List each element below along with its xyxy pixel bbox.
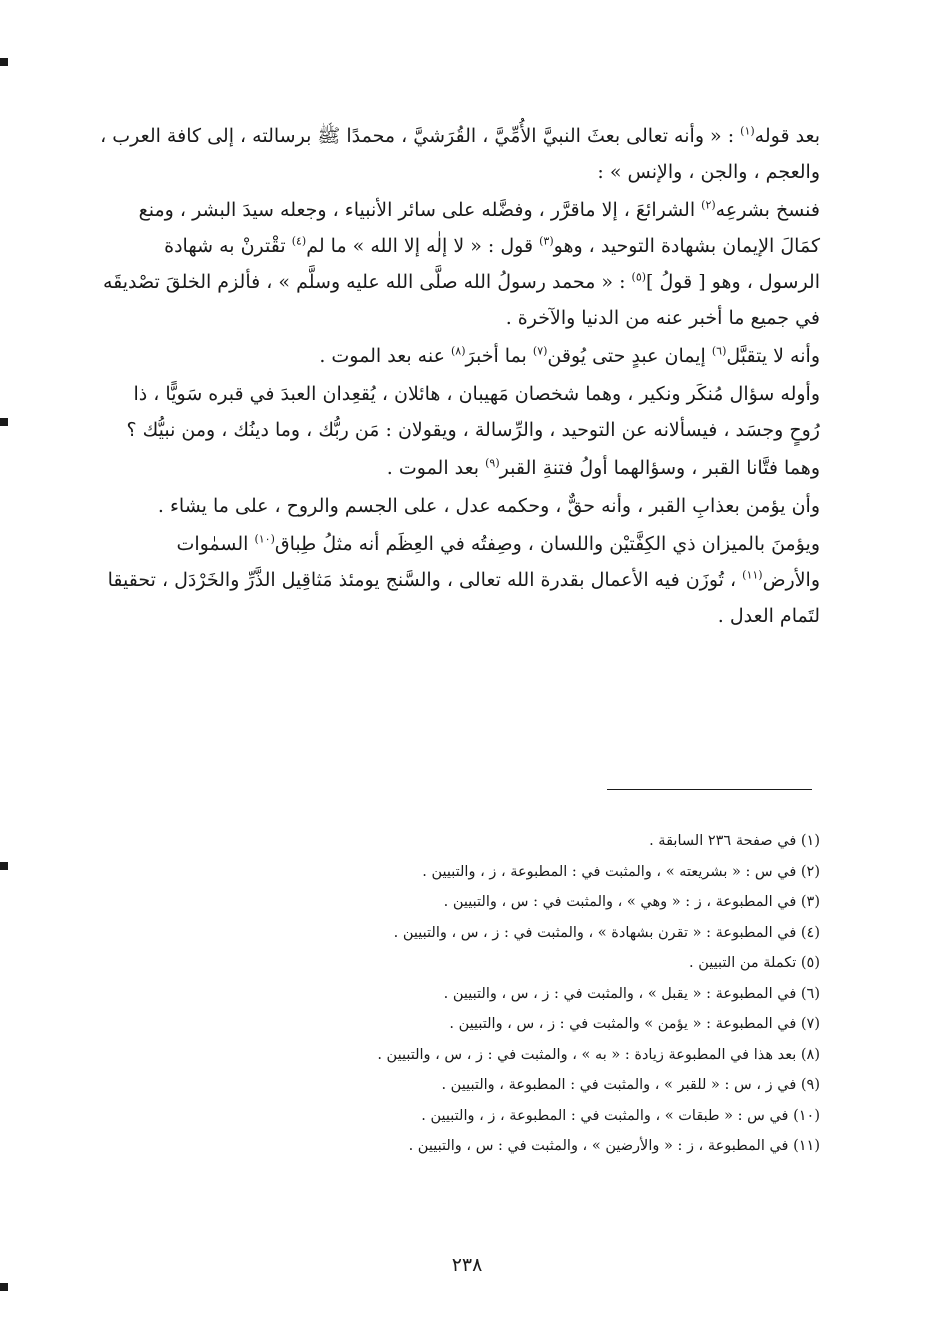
paragraph-text: : « محمد رسولُ الله صلَّى الله عليه وسلَّم » ، فألزم الخلقَ تصْديقَه في جميع ما أخبر عنه من الدنيا والآخرة . (102, 271, 820, 329)
page-number: ٢٣٨ (451, 1254, 483, 1276)
paragraph (100, 450, 820, 486)
footnote-reference: (٨) (450, 344, 466, 358)
paragraph-text: وأوله سؤال مُنكَر ونكير ، وهما شخصان مَهيبان ، هائلان ، يُقعِدان العبدَ في قبره سَويًّا ، ذا رُوحٍ وجسَد ، فيسألانه عن التوحيد ، والرِّسالة ، ويقولان : مَن ربُّك ، وما دينُك ، ومن نبيُّك ؟ (126, 383, 820, 441)
paragraph (100, 192, 820, 336)
footnote-reference: (٩) (485, 456, 500, 470)
scan-edge-mark (0, 58, 8, 66)
paragraph-text: السمٰوات والأرض (176, 533, 820, 591)
footnote: (٧) في المطبوعة : « يؤمن » والمثبت في : ز ، س ، والتبيين . (449, 1016, 820, 1032)
scan-edge-mark (0, 1283, 8, 1291)
paragraph (100, 338, 820, 374)
paragraph-text: وهما فتَّانا القبر ، وسؤالهما أولُ فتنةِ القبر (499, 457, 820, 479)
footnotes (300, 826, 820, 1162)
paragraph-text: بعد قوله (754, 125, 820, 147)
footnote: (٩) في ز ، س : « للقبر » ، والمثبت في : المطبوعة ، والتبيين . (441, 1077, 820, 1093)
footnote: (٤) في المطبوعة : « تقرن بشهادة » ، والمثبت في : ز ، س ، والتبيين . (393, 924, 820, 941)
footnote: (١٠) في س : « طبقات » ، والمثبت في : المطبوعة ، ز ، والتبيين . (421, 1107, 820, 1124)
paragraph-text: وأن يؤمن بعذابِ القبر ، وأنه حقٌّ ، وحكمه عدل ، على الجسم والروح ، على ما يشاء . (157, 495, 820, 517)
footnote-reference: (٤) (291, 234, 307, 248)
footnote: (٢) في س : « بشريعته » ، والمثبت في : المطبوعة ، ز ، والتبيين . (422, 863, 820, 880)
footnote-reference: (١٠) (254, 532, 275, 546)
paragraph-text: بعد الموت . (386, 457, 486, 479)
footnote: (٦) في المطبوعة : « يقبل » ، والمثبت في : ز ، س ، والتبيين . (443, 985, 820, 1002)
paragraph-text: ، تُوزَن فيه الأعمال بقدرة الله تعالى ، والسَّنج يومئذ مَثاقِيل الذَّرِّ والخَرْدَل ، تحقيقا لتَمام العدل . (107, 569, 820, 627)
paragraph-text: عنه بعد الموت . (319, 345, 451, 367)
paragraph-text: وأنه لا يتقبَّل (726, 345, 820, 367)
footnote-reference: (٧) (532, 344, 548, 358)
paragraph (100, 118, 820, 190)
paragraph-text: فنسخ بشرعِه (715, 199, 820, 221)
paragraph-text: ويؤمنَ بالميزان ذي الكِفَّتيْن واللسان ، وصِفتُه في العِظَم أنه مثلُ طِباق (274, 533, 820, 555)
footnote: (٨) بعد هذا في المطبوعة زيادة : « به » ، والمثبت في : ز ، س ، والتبيين . (377, 1046, 820, 1063)
paragraph-text: بما أخبرَ (465, 345, 533, 367)
paragraph (100, 526, 820, 634)
paragraph (100, 488, 820, 524)
paragraph-text: الشرائعَ ، إلا ماقرَّر ، وفضَّله على سائر الأنبياء ، وجعله سيدَ البشر ، ومنع كمَالَ الإيمان بشهادة التوحيد ، وهو (138, 199, 820, 257)
footnote-reference: (٣) (539, 234, 554, 248)
footnote-separator (607, 789, 812, 790)
footnote-reference: (١١) (742, 568, 763, 582)
footnote-reference: (٢) (701, 198, 716, 212)
paragraph (100, 376, 820, 448)
footnote: (١١) في المطبوعة ، ز : « والأرضين » ، والمثبت في : س ، والتبيين . (408, 1138, 820, 1154)
footnote: (٥) تكملة من التبيين . (689, 955, 820, 971)
scan-edge-mark (0, 418, 8, 426)
footnote-reference: (١) (740, 124, 755, 138)
paragraph-text: تقْترنْ به شهادة الرسول ، وهو [ قولُ ] (164, 235, 820, 293)
scan-edge-mark (0, 862, 8, 870)
paragraph-text: قول : « لا إلٰه إلا الله » ما لم (306, 235, 540, 257)
paragraph-text: إيمان عبدٍ حتى يُوقن (547, 345, 712, 367)
footnote: (١) في صفحة ٢٣٦ السابقة . (649, 833, 820, 849)
paragraph-text: : « وأنه تعالى بعثَ النبيَّ الأُمِّيَّ ، القُرَشيَّ ، محمدًا ﷺ برسالته ، إلى كافة العرب ، والعجم ، والجن ، والإنس » : (100, 125, 820, 183)
footnote-reference: (٦) (711, 344, 727, 358)
footnote-reference: (٥) (631, 270, 647, 284)
footnote: (٣) في المطبوعة ، ز : « وهي » ، والمثبت في : س ، والتبيين . (443, 894, 820, 910)
main-text (100, 118, 820, 634)
